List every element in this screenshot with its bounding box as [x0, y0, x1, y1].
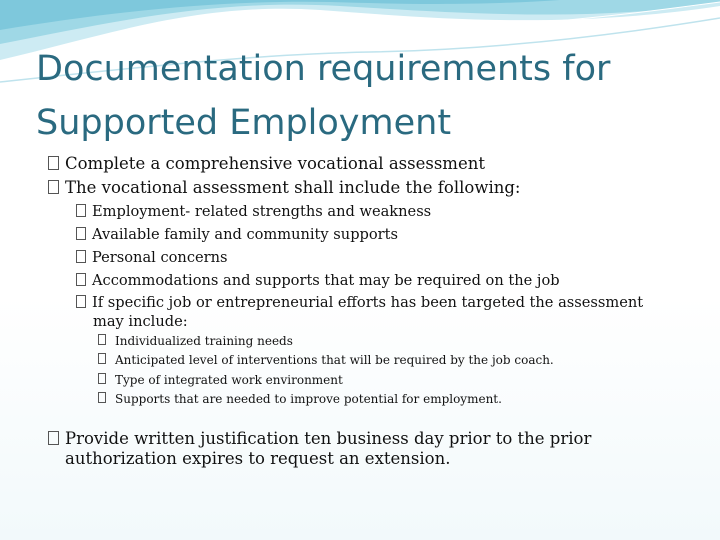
square-bullet-icon — [76, 295, 86, 308]
slide-title: Documentation requirements for Supported Employment — [36, 49, 611, 143]
square-bullet-icon — [48, 156, 59, 170]
square-bullet-icon — [98, 334, 106, 345]
list-item: Accommodations and supports that may be required on the job — [76, 270, 560, 292]
list-item: The vocational assessment shall include the following: — [48, 176, 520, 200]
square-bullet-icon — [98, 353, 106, 364]
list-item: Type of integrated work environment — [98, 371, 343, 390]
square-bullet-icon — [98, 373, 106, 384]
list-item: Individualized training needs — [98, 332, 293, 351]
square-bullet-icon — [98, 392, 106, 403]
list-item: Anticipated level of interventions that will be required by the job coach. — [98, 351, 554, 370]
list-item: Personal concerns — [76, 247, 228, 269]
square-bullet-icon — [76, 204, 86, 217]
square-bullet-icon — [76, 227, 86, 240]
square-bullet-icon — [76, 273, 86, 286]
list-item: Available family and community supports — [76, 224, 398, 246]
list-item: Provide written justification ten business day prior to the prior authorization expires to request an extension. — [48, 429, 665, 469]
list-item: Supports that are needed to improve potential for employment. — [98, 390, 502, 409]
list-item: Employment- related strengths and weakness — [76, 201, 431, 223]
list-item: Complete a comprehensive vocational assessment — [48, 152, 485, 176]
square-bullet-icon — [48, 431, 59, 445]
square-bullet-icon — [48, 180, 59, 194]
square-bullet-icon — [76, 250, 86, 263]
list-item: If specific job or entrepreneurial efforts has been targeted the assessment may include: — [76, 293, 653, 331]
